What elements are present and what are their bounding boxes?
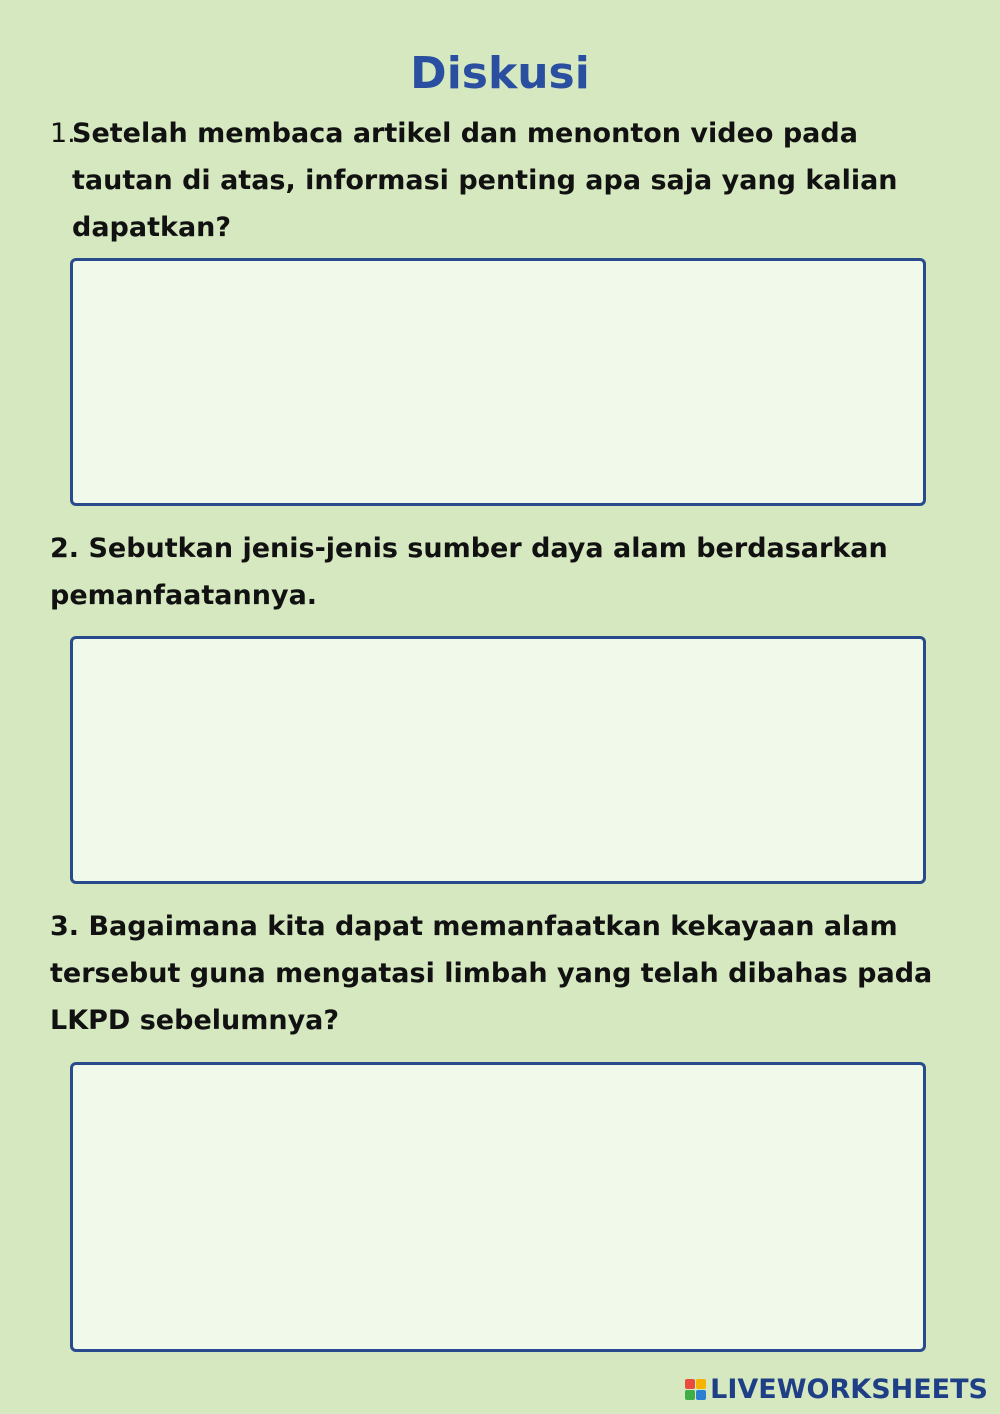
brand-text: LIVEWORKSHEETS [710, 1373, 988, 1405]
question-1-text: Setelah membaca artikel dan menonton video pada tautan di atas, informasi penting apa saja yang kalian dapatkan? [72, 118, 898, 243]
logo-square-yellow [696, 1379, 706, 1389]
liveworksheets-logo-icon [685, 1379, 706, 1400]
answer-box-1[interactable] [70, 258, 926, 506]
question-2: 2. Sebutkan jenis-jenis sumber daya alam berdasarkan pemanfaatannya. [50, 533, 888, 611]
question-3: 3. Bagaimana kita dapat memanfaatkan kekayaan alam tersebut guna mengatasi limbah yang telah dibahas pada LKPD sebelumnya? [50, 911, 933, 1036]
liveworksheets-brand [685, 1372, 988, 1406]
logo-square-green [685, 1390, 695, 1400]
logo-square-blue [696, 1390, 706, 1400]
answer-box-2[interactable] [70, 636, 926, 884]
page-title: Diskusi [410, 48, 590, 99]
logo-square-red [685, 1379, 695, 1389]
answer-box-3[interactable] [70, 1062, 926, 1352]
question-1-number: 1. [50, 118, 76, 149]
question-1 [50, 110, 965, 251]
